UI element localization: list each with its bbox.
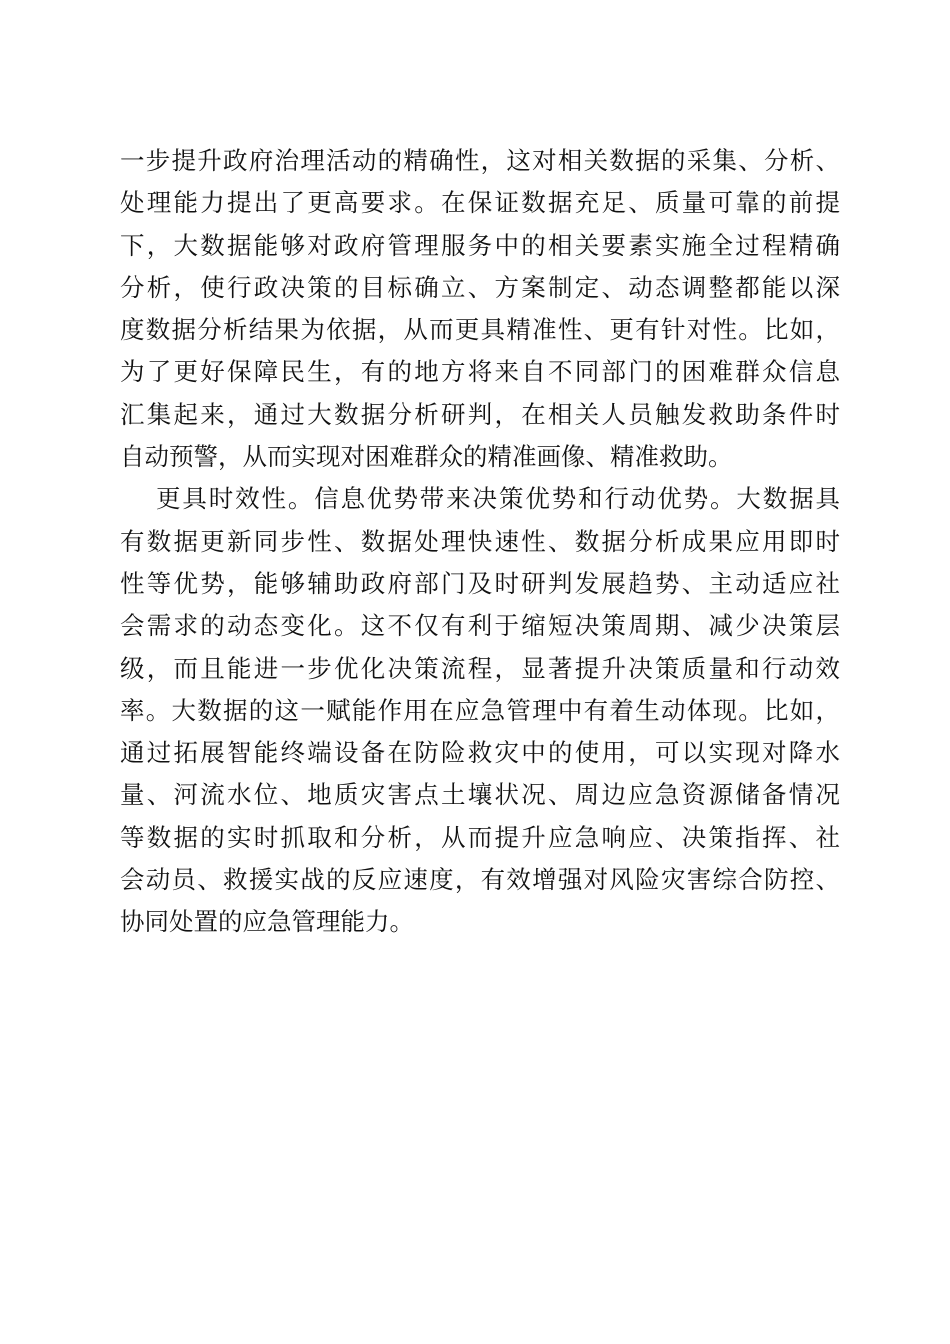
text-line: 度数据分析结果为依据，从而更具精准性、更有针对性。比如，	[120, 315, 840, 345]
text-line: 更具时效性。信息优势带来决策优势和行动优势。大数据具	[156, 484, 840, 514]
text-line: 会需求的动态变化。这不仅有利于缩短决策周期、减少决策层	[120, 611, 840, 641]
text-line: 等数据的实时抓取和分析，从而提升应急响应、决策指挥、社	[120, 822, 840, 852]
text-line: 会动员、救援实战的反应速度，有效增强对风险灾害综合防控、	[120, 865, 840, 895]
text-line: 性等优势，能够辅助政府部门及时研判发展趋势、主动适应社	[120, 568, 840, 598]
text-line: 一步提升政府治理活动的精确性，这对相关数据的采集、分析、	[120, 146, 840, 175]
text-line: 处理能力提出了更高要求。在保证数据充足、质量可靠的前提	[120, 188, 840, 218]
text-line: 为了更好保障民生，有的地方将来自不同部门的困难群众信息	[120, 357, 840, 387]
paragraph-1	[120, 140, 840, 478]
paragraph-2	[120, 478, 840, 943]
text-line: 通过拓展智能终端设备在防险救灾中的使用，可以实现对降水	[120, 738, 840, 768]
text-line: 量、河流水位、地质灾害点土壤状况、周边应急资源储备情况	[120, 780, 840, 810]
text-line: 汇集起来，通过大数据分析研判，在相关人员触发救助条件时	[120, 399, 840, 429]
text-line: 下，大数据能够对政府管理服务中的相关要素实施全过程精确	[120, 230, 840, 260]
text-line: 分析，使行政决策的目标确立、方案制定、动态调整都能以深	[120, 272, 840, 302]
text-line: 有数据更新同步性、数据处理快速性、数据分析成果应用即时	[120, 526, 840, 556]
text-line: 协同处置的应急管理能力。	[120, 907, 414, 937]
text-line: 自动预警，从而实现对困难群众的精准画像、精准救助。	[120, 442, 733, 472]
text-line: 率。大数据的这一赋能作用在应急管理中有着生动体现。比如，	[120, 695, 840, 725]
text-line: 级，而且能进一步优化决策流程，显著提升决策质量和行动效	[120, 653, 840, 683]
body-text	[120, 140, 840, 944]
